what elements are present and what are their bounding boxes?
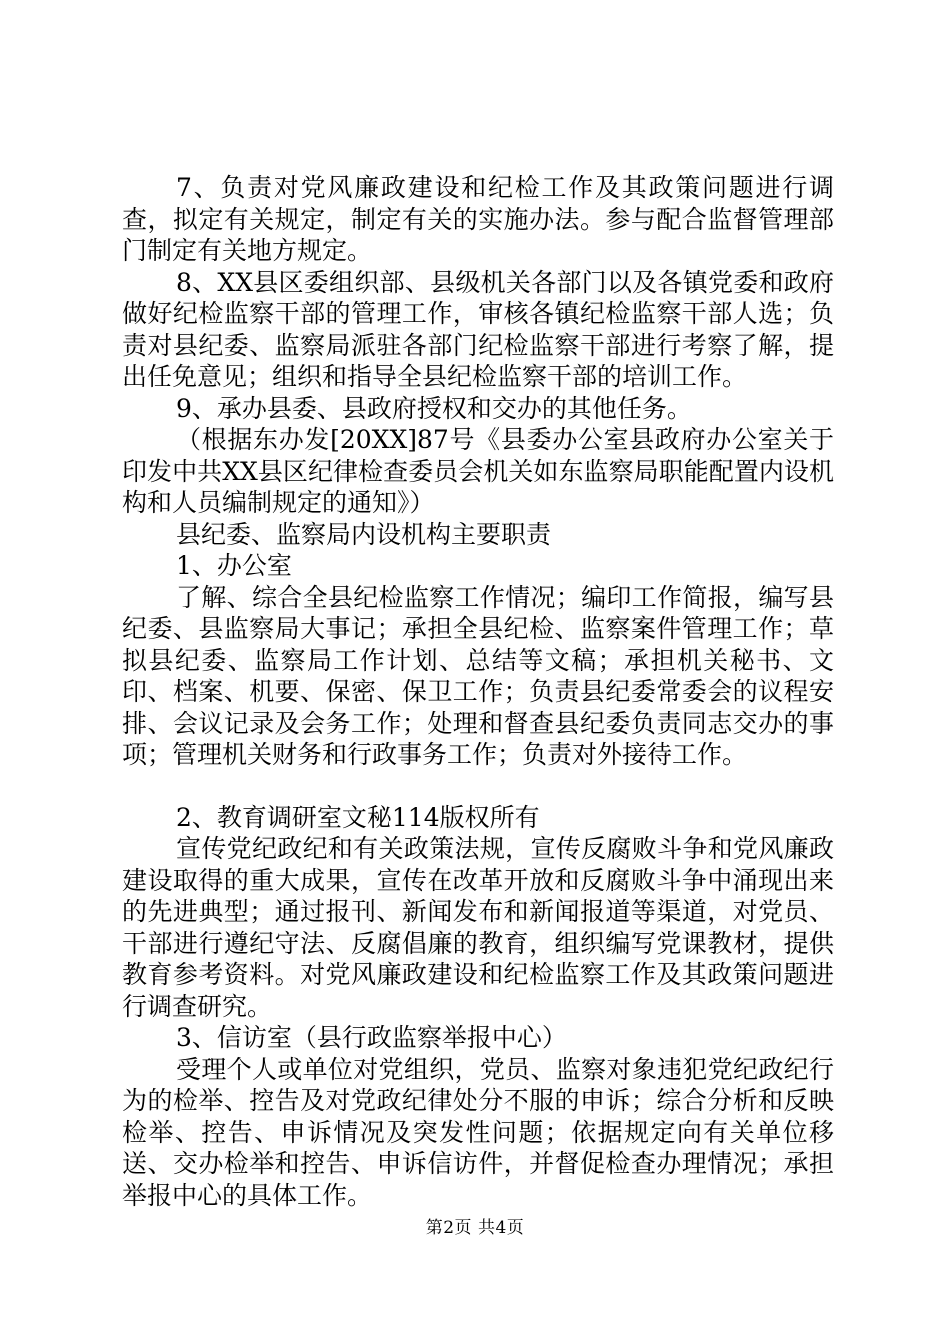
page-number: 第2页 共4页 <box>425 1218 525 1238</box>
paragraph-item-7: 7、负责对党风廉政建设和纪检工作及其政策问题进行调查，拟定有关规定，制定有关的实施办法。参与配合监督管理部门制定有关地方规定。 <box>122 173 834 265</box>
paragraph-item-8: 8、XX县区委组织部、县级机关各部门以及各镇党委和政府做好纪检监察干部的管理工作，审核各镇纪检监察干部人选；负责对县纪委、监察局派驻各部门纪检监察干部进行考察了解，提出任免意见；组织和指导全县纪检监察干部的培训工作。 <box>122 267 834 391</box>
education-duties-paragraph: 宣传党纪政纪和有关政策法规，宣传反腐败斗争和党风廉政建设取得的重大成果，宣传在改革开放和反腐败斗争中涌现出来的先进典型；通过报刊、新闻发布和新闻报道等渠道，对党员、干部进行遵纪守法、反腐倡廉的教育，组织编写党课教材，提供教育参考资料。对党风廉政建设和纪检监察工作及其政策问题进行调查研究。 <box>122 834 834 1021</box>
paragraph-item-9: 9、承办县委、县政府授权和交办的其他任务。 <box>176 393 692 423</box>
subsection-heading-office: 1、办公室 <box>176 551 292 580</box>
office-duties-paragraph: 了解、综合全县纪检监察工作情况；编印工作简报，编写县纪委、县监察局大事记；承担全县纪检、监察案件管理工作；草拟县纪委、监察局工作计划、总结等文稿；承担机关秘书、文印、档案、机要、保密、保卫工作；负责县纪委常委会的议程安排、会议记录及会务工作；处理和督查县纪委负责同志交办的事项；管理机关财务和行政事务工作；负责对外接待工作。 <box>122 582 834 769</box>
subsection-heading-petition: 3、信访室（县行政监察举报中心） <box>176 1023 567 1052</box>
subsection-heading-education: 2、教育调研室文秘114版权所有 <box>176 802 540 832</box>
document-body <box>122 172 834 1211</box>
document-citation: （根据东办发[20XX]87号《县委办公室县政府办公室关于印发中共XX县区纪律检查委员会机关如东监察局职能配置内设机构和人员编制规定的通知》） <box>122 425 834 517</box>
petition-duties-paragraph: 受理个人或单位对党组织，党员、监察对象违犯党纪政纪行为的检举、控告及对党政纪律处分不服的申诉；综合分析和反映检举、控告、申诉情况及突发性问题；依据规定向有关单位移送、交办检举和控告、申诉信访件，并督促检查办理情况；承担举报中心的具体工作。 <box>122 1054 834 1210</box>
section-heading: 县纪委、监察局内设机构主要职责 <box>176 519 552 549</box>
